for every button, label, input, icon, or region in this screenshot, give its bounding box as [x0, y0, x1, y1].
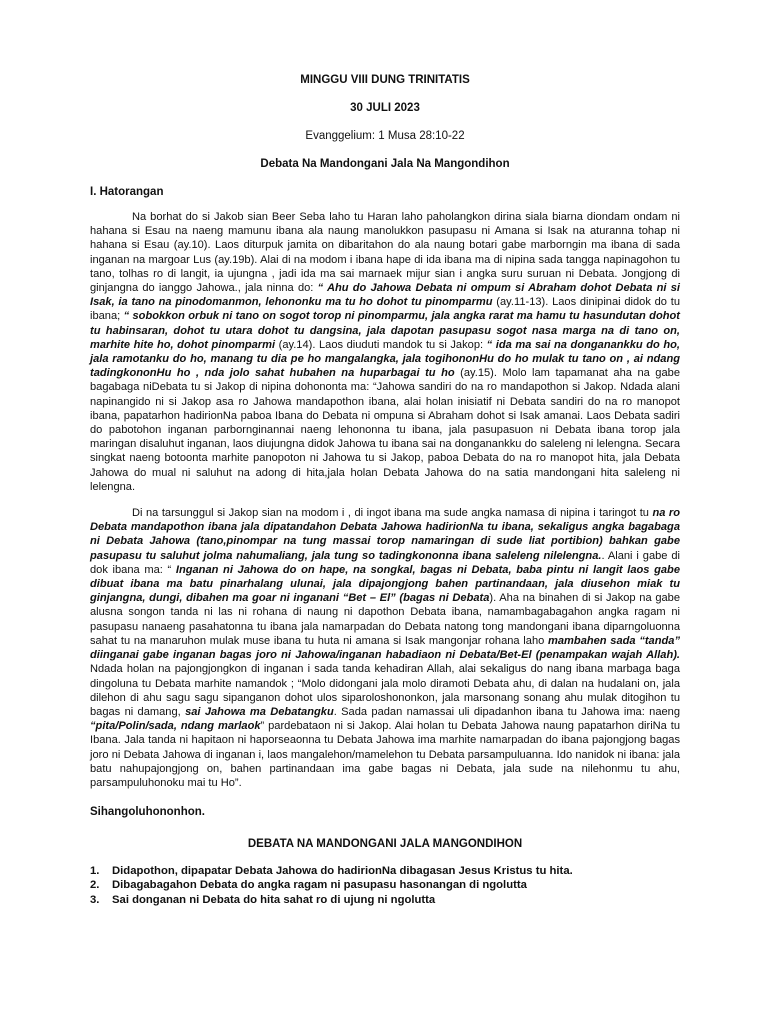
paragraph-1-quote-2: “ sobokkon orbuk ni tano on sogot torop ni pinomparmu, jala angka rarat ma hamu tu hasundutan dohot tu habinsaran, dohot tu utara dohot tu dangsina, jala dapotan pasupasu sogot nasa marga na di tano on, marhite hite ho, dohot pinomparmi	[90, 310, 680, 351]
section-heading-hatorangan: I. Hatorangan	[90, 186, 164, 198]
paragraph-2-quote-2: Inganan ni Jahowa do on hape, na songkal, bagas ni Debata, baba pintu ni langit laos gabe dibuat ibana ma batu pinarhalang ulunai, jala dipajongjong bahen partinandaan, jala diusehon miak tu ginjangna, dungi, dibahen ma goar ni inganani “Bet – El” (bagas ni Debata	[90, 563, 681, 605]
paragraph-2-quote-5: “pita/Polin/sada, ndang marlaok	[90, 720, 261, 733]
paragraph-2-text-3: ). Aha na binahen di si Jakop na gabe alusna songon tanda ni las ni rohana di naung ni dapothon Debata ibana, namambagabagahon angka ragam ni pasupasu nanaeng pasahatonna tu ibana jala namarpadan do Debata natong tong mandongani ibana diparngoluonna sahat tu na manaruhon mulak muse ibana tu huta ni amana si Isak mangonjar rohana laho	[90, 592, 680, 647]
list-item-number: 1.	[90, 865, 100, 878]
paragraph-2-quote-4: sai Jahowa ma Debatangku	[185, 705, 334, 718]
list-item-text: Dibagabagahon Debata do angka ragam ni pasupasu hasonangan di ngolutta	[112, 879, 527, 892]
paragraph-1	[90, 210, 680, 494]
paragraph-1-text-2: (ay.11-13). Laos dinipinai didok do tu ibana;	[90, 296, 680, 323]
document-title: MINGGU VIII DUNG TRINITATIS	[300, 74, 470, 86]
paragraph-1-text-1: Na borhat do si Jakob sian Beer Seba laho tu Haran laho paholangkon dirina siala biarna diondam ondam ni hahana si Esau na naeng mamunu ibana ala naung manolukkon pasupasu ni Amana si Isak na aturanna tohap ni hahana si Esau (ay.10). Laos diturpuk jamita on dibaritahon do ala naung botari gabe marborngin ma ibana di sada inganan na margoar Lus (ay.19b). Alai di na modom i ibana hape di ida ibana ma di nipina sada tangga napinagohon tu tano, tolhas ro di langit, ia ujungna , jadi ida ma sai marnaek mijur sian i angka suru suruan ni Debata. Jongjong di ginjangna do ianggo Jahowa., jala ninna do:	[90, 211, 680, 295]
paragraph-1-quote-1: “ Ahu do Jahowa Debata ni ompum si Abraham dohot Debata ni si Isak, ia tano na pinodomanmon, lehononku ma tu ho dohot tu pinomparmu	[90, 282, 680, 309]
paragraph-2-quote-3: mambahen sada “tanda” diinganai gabe inganan bagas joro ni Jahowa/inganan habadiaon ni Debata/Bet-El (penampakan wajah Allah).	[90, 634, 680, 662]
paragraph-2-text-4: Ndada holan na pajongjongkon di inganan i sada tanda kehadiran Allah, alai sekaligus do nang ibana marbaga baga dingoluna tu Debata marhite namandok ; “Molo didongani jala molo diramoti Debata ahu, di dalan na hudalani on, jala dilehon di ahu sagu sagu sipanganon dohot ulos siparoloshononkon, jala marsonang sonang ahu mulak ditogihon tu bagas ni damang,	[90, 663, 680, 718]
paragraph-2-text-2: . Alani i gabe di dok ibana ma: “	[90, 549, 680, 576]
list-item	[90, 893, 680, 907]
sermon-title: Debata Na Mandongani Jala Na Mangondihon	[260, 158, 510, 170]
paragraph-2	[90, 506, 680, 790]
list-item-text: Didapothon, dipapatar Debata Jahowa do hadirionNa dibagasan Jesus Kristus tu hita.	[112, 865, 573, 878]
list-title: DEBATA NA MANDONGANI JALA MANGONDIHON	[247, 838, 523, 851]
list-item-number: 2.	[90, 879, 100, 892]
paragraph-2-text-1: Di na tarsunggul si Jakop sian na modom i , di ingot ibana ma sude angka namasa di nipina i taringot tu	[132, 507, 653, 520]
paragraph-2-text-6: ” pardebataon ni si Jakop. Alai holan tu Debata Jahowa naung papatarhon diriNa tu Ibana. Jala tanda ni hapitaon ni haporseaonna tu Debata Jahowa ima marhite namarpadan do ibana pajongjong bagas joro ni Debata Jahowa di inganan i, laos mangalehon/mamelehon tu Debata parsampuluanna. Ido nanidok ni ibana: jala batu nahupajongjong on, bahen partinandaan ima gabe bagas ni Debata, jala sude na nilehonmu tu ahu, parsampuluhonoku mai tu Ho”.	[90, 720, 680, 789]
paragraph-2-text-5: . Sada padan namassai uli dipadanhon ibana tu Jahowa ima: naeng	[333, 705, 680, 718]
paragraph-1-text-3: (ay.14). Laos diuduti mandok tu si Jakop:	[275, 338, 487, 351]
document-date: 30 JULI 2023	[350, 102, 420, 114]
gospel-reference: Evanggelium: 1 Musa 28:10-22	[305, 130, 465, 142]
summary-list	[90, 864, 680, 907]
list-item	[90, 864, 680, 878]
list-item	[90, 878, 680, 892]
paragraph-1-quote-3: “ ida ma sai na donganankku do ho, jala ramotanku do ho, manang tu dia pe ho mangalangka, jala togihononHu do ho mulak tu tano on , ai ndang tadingkononHu ho , nda jolo sahat hubahen na huparbagai tu ho	[90, 338, 681, 380]
paragraph-1-text-4: (ay.15). Molo lam tapamanat aha na gabe bagabaga niDebata tu si Jakop di nipina dohononta ma: “Jahowa sandiri do na ro mandapothon si Jakop. Ndada alani napinangido ni si Jakop asa ro Jahowa mandapothon ibana, alai holan inisiatif ni Debata sandiri do na ro manopot ibana, papatarhon hadirionNa paboa Ibana do Debata ni ompuna si Abraham dohot si Isak amanai. Laos Debata sadiri do pabotohon inganan parbornginannai naeng lehononna tu ibana, jala pasupasuon ni Debata ibana torop jala maringan disaluhut inganan, laos diujungna didok Jahowa tu ibana sai na donganankku do saleleng ni lelengna. Secara singkat naeng botoonta marhite panopoton ni Jahowa tu si Jakop, paboa Debata do na ro manopot hita, jala Debata Jahowa do mual ni saluhut na adong di hita,jala holan Debata Jahowa do na satia mandongani hita saleleng ni lelengna.	[90, 367, 680, 493]
document-page	[90, 72, 680, 907]
closing-label: Sihangoluhononhon.	[90, 806, 205, 819]
list-item-text: Sai donganan ni Debata do hita sahat ro di ujung ni ngolutta	[112, 893, 436, 906]
list-item-number: 3.	[90, 893, 100, 906]
paragraph-2-quote-1: na ro Debata mandapothon ibana jala dipatandahon Debata Jahowa hadirionNa tu ibana, sekaligus angka bagabaga ni Debata Jahowa (tano,pinompar na tung massai torop namaringan di sude liat portibion) bahkan gabe pasupasu tu saluhut jolma nahumaliang, jala tung so tadingkononna ibana saleleng nilelengna.	[90, 507, 681, 562]
